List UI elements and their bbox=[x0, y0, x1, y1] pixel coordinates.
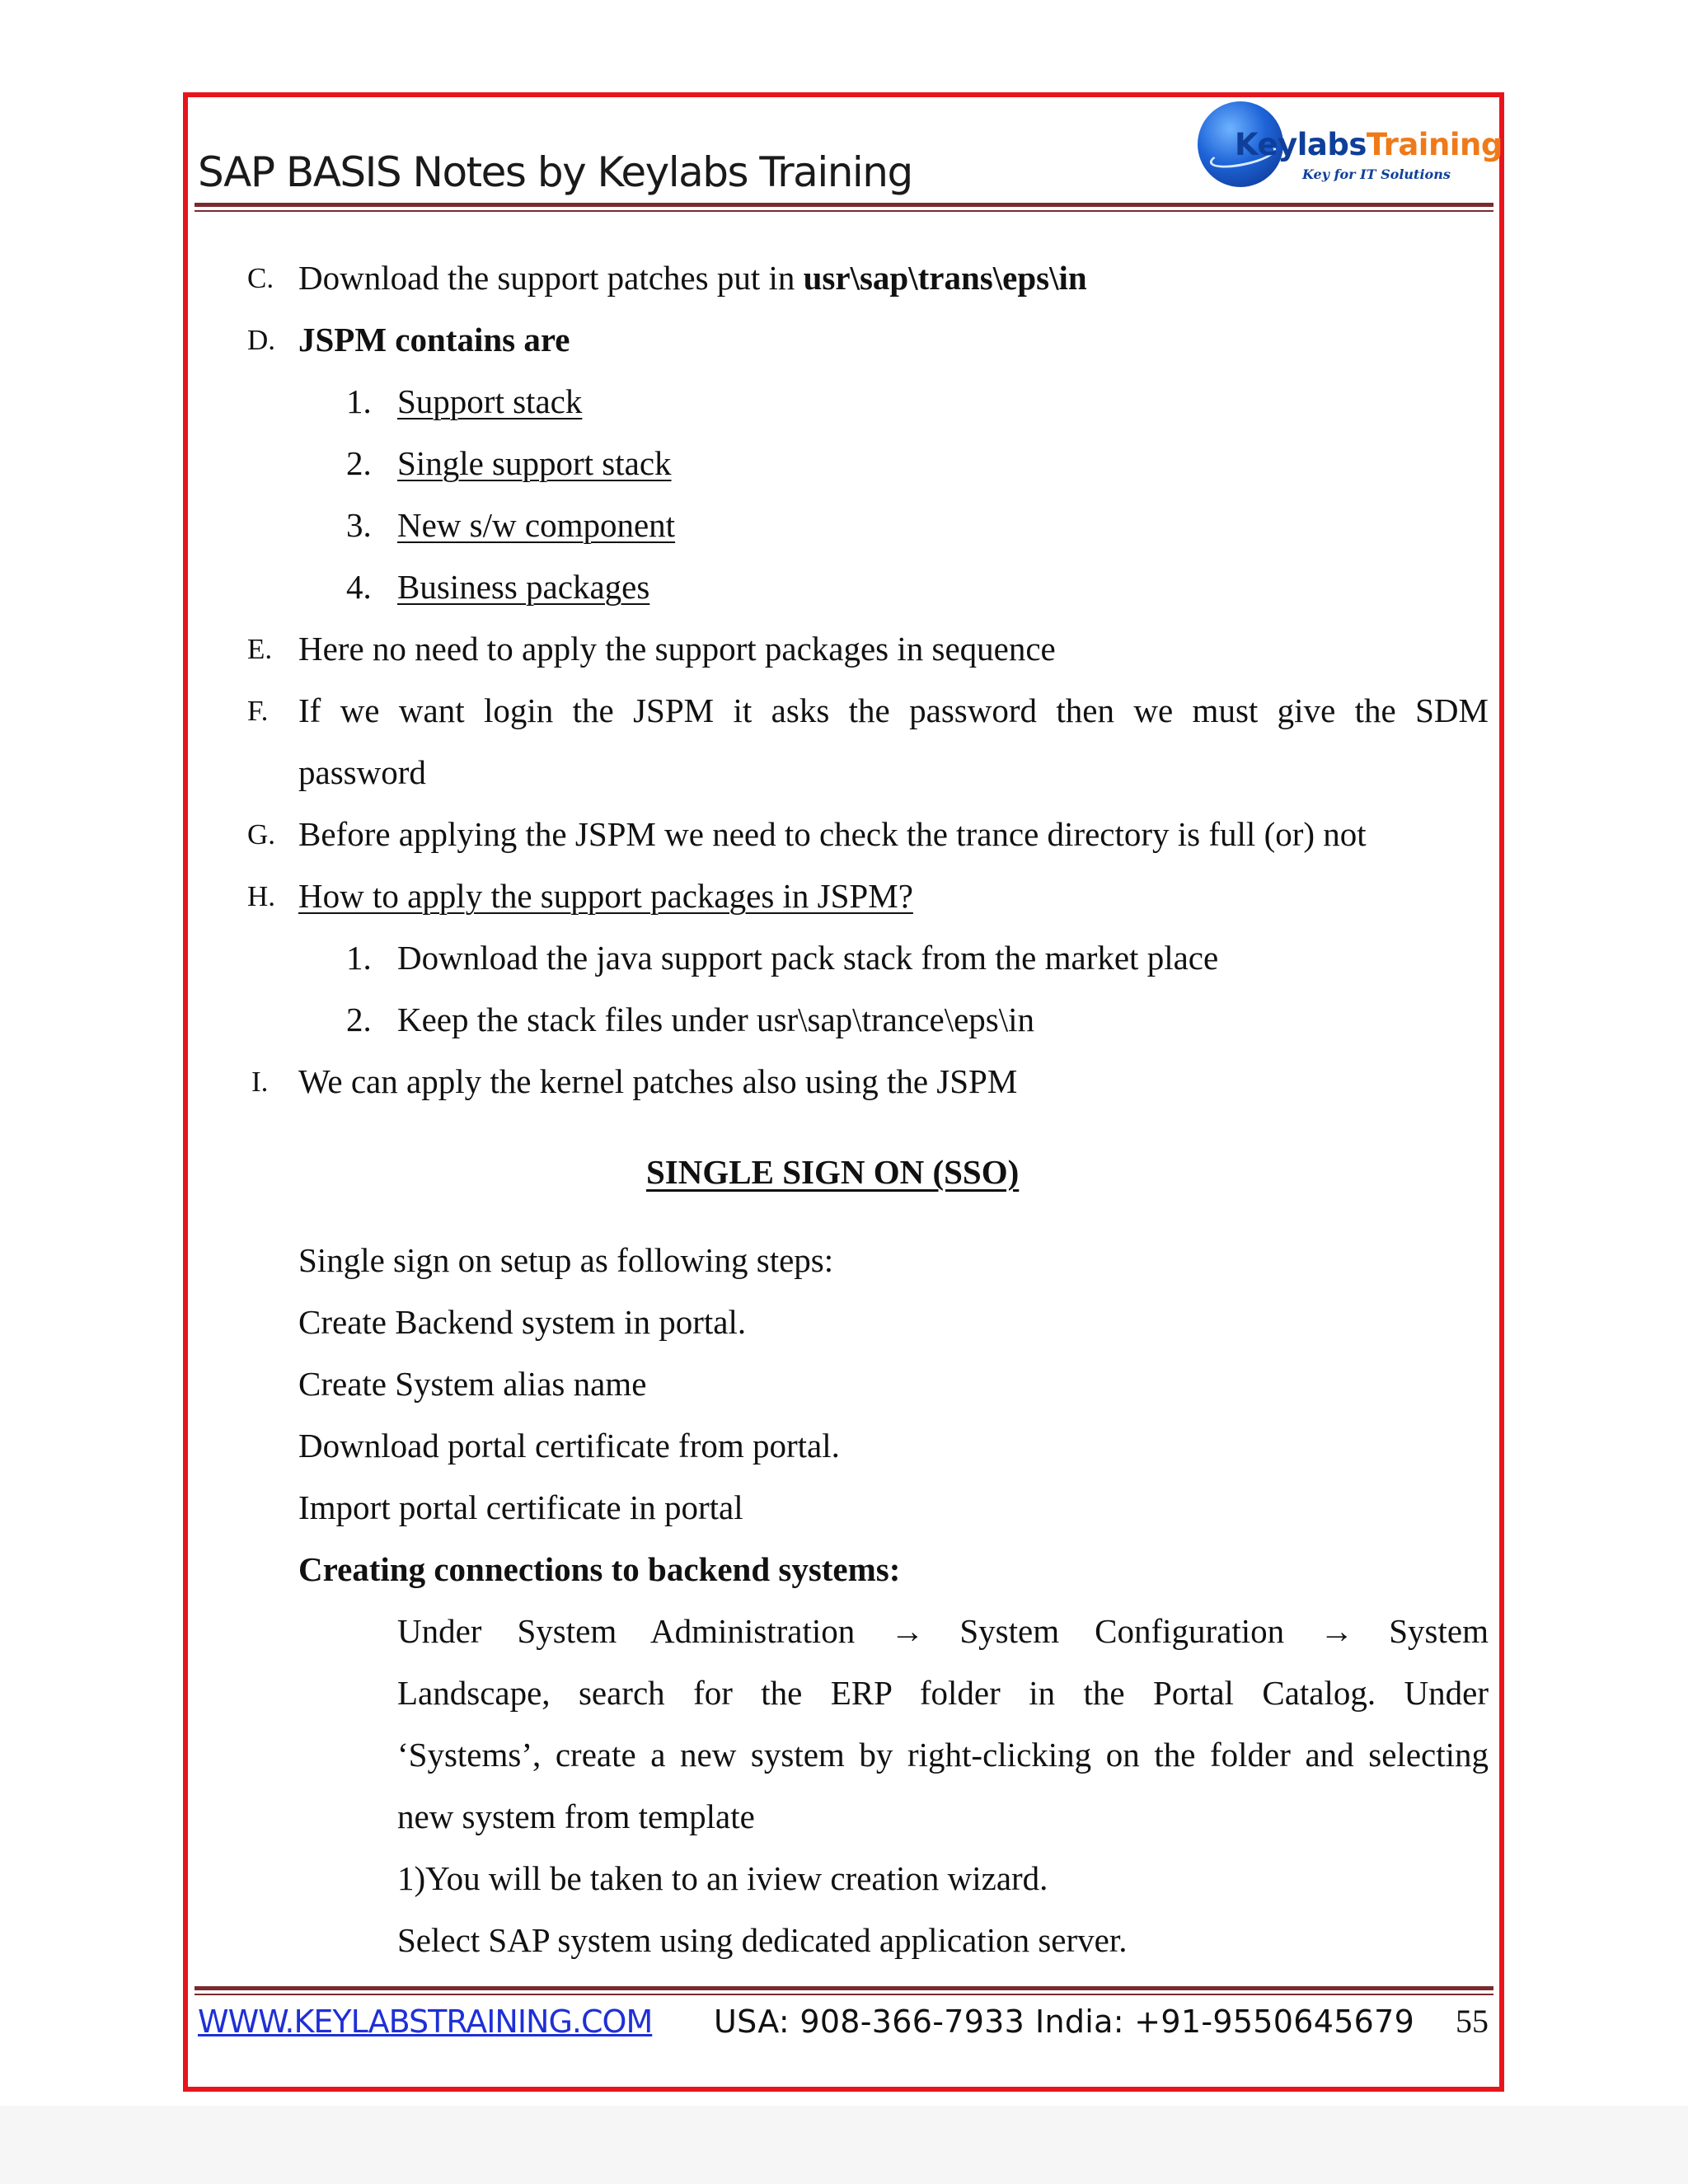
list-marker: E. bbox=[247, 633, 273, 665]
sub-list-text: Business packages bbox=[397, 568, 650, 606]
list-marker: C. bbox=[247, 262, 274, 294]
usa-phone: USA: 908-366-7933 bbox=[714, 2004, 1025, 2040]
list-marker: F. bbox=[247, 695, 269, 727]
sub-list-text: Download the java support pack stack from the market place bbox=[397, 939, 1219, 977]
list-item-text: If we want login the JSPM it asks the password then we must give the SDM bbox=[298, 691, 1489, 729]
list-item-text: Here no need to apply the support packages in sequence bbox=[298, 630, 1056, 668]
sub-list-text: Support stack bbox=[397, 382, 583, 420]
list-marker: I. bbox=[251, 1066, 269, 1098]
section-heading: SINGLE SIGN ON (SSO) bbox=[646, 1153, 1020, 1191]
sub-list-text: New s/w component bbox=[397, 506, 676, 544]
india-phone: India: +91-9550645679 bbox=[1035, 2004, 1415, 2040]
list-item-text: We can apply the kernel patches also using the JSPM bbox=[298, 1062, 1018, 1100]
website-link[interactable]: WWW.KEYLABSTRAINING.COM bbox=[198, 2004, 653, 2040]
document-body: C. Download the support patches put in usr\sap\trans\eps\in D. JSPM contains are 1. Support stack 2. Single support stack 3. New s/w component 4. Business packages E. Here no need to apply the support packages in sequence F. If we want login the JSPM it asks the password then we must give the SDM password G. Before applying the JSPM we need to check the trance directory is full (or) not H. How to apply the support packages in JSPM? 1. Download the java support pack stack from the market place 2. Keep the stack files under usr\sap\trance\eps\in I. We can apply the kernel patches also using the JSPM SINGLE SIGN ON (SSO) Single sign on setup as following steps: Create Backend system in portal. Create System alias name Download portal certificate from portal. Import portal certificate in portal Creating connections to backend systems: Under System Administration → System Configuration → System Landscape, search for the ERP folder in the Portal Catalog. Under ‘Systems’, create a new system by right-clicking on the folder and selecting new system from template 1)You will be taken to an iview creation wizard. Select SAP system using dedicated application server. bbox=[0, 0, 1688, 2184]
logo-wordmark: KeylabsTraining bbox=[1235, 127, 1503, 162]
page-title: SAP BASIS Notes by Keylabs Training bbox=[198, 148, 912, 196]
list-item-text: JSPM contains are bbox=[298, 321, 570, 359]
footer-rule bbox=[195, 1986, 1493, 1990]
logo-tagline: Key for IT Solutions bbox=[1302, 166, 1451, 182]
sub-list-text: Single support stack bbox=[397, 444, 672, 482]
list-marker: H. bbox=[247, 880, 276, 912]
list-item-text: password bbox=[298, 753, 426, 791]
page-footer bbox=[0, 1993, 1688, 2050]
page-number: 55 bbox=[1456, 2003, 1489, 2040]
list-item-text: Download the support patches put in usr\sap\trans\eps\in bbox=[298, 259, 1087, 297]
list-marker: G. bbox=[247, 818, 276, 851]
list-marker: D. bbox=[247, 324, 276, 356]
list-item-text: Before applying the JSPM we need to check the trance directory is full (or) not bbox=[298, 815, 1367, 853]
sub-list-text: Keep the stack files under usr\sap\trance\eps\in bbox=[397, 1001, 1035, 1038]
list-item-text: How to apply the support packages in JSPM? bbox=[298, 877, 913, 915]
